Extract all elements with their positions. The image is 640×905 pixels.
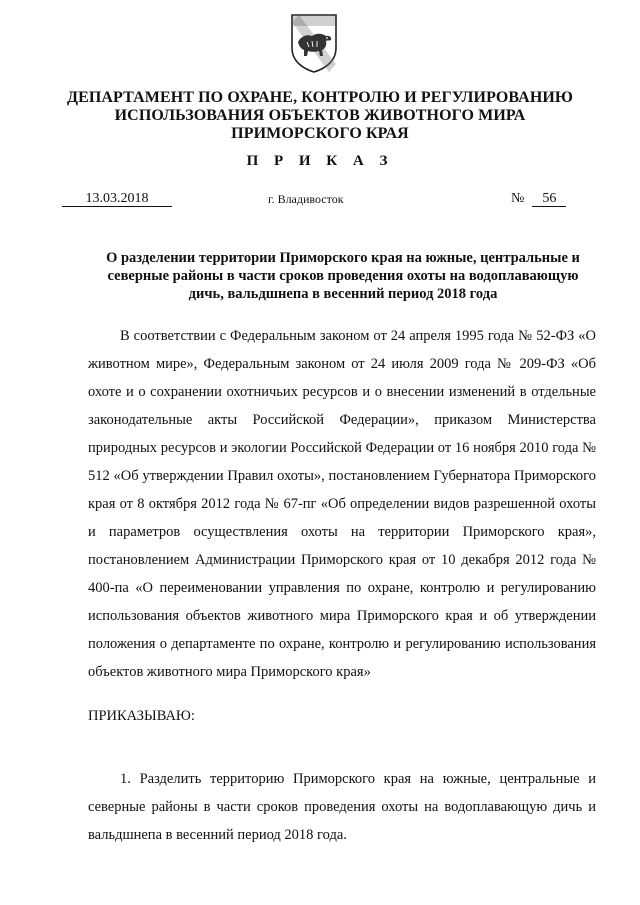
- document-type-heading: П Р И К А З: [246, 153, 394, 169]
- number-value: 56: [532, 191, 566, 207]
- document-meta-row: [0, 191, 640, 209]
- number-sign: №: [511, 191, 525, 206]
- title-line-3: дичь, вальдшнепа в весенний период 2018 года: [188, 286, 498, 302]
- title-line-2: северные районы в части сроков проведения охоты на водоплавающую: [107, 268, 579, 284]
- coat-of-arms-icon: [289, 12, 339, 74]
- header-line-3: ПРИМОРСКОГО КРАЯ: [231, 125, 409, 142]
- header-line-2: ИСПОЛЬЗОВАНИЯ ОБЪЕКТОВ ЖИВОТНОГО МИРА: [114, 107, 526, 124]
- preamble-paragraph: В соответствии с Федеральным законом от 24 апреля 1995 года № 52-ФЗ «О животном мире», Федеральным законом от 24 июля 2009 года № 209-ФЗ «Об охоте и о сохранении охотничьих ресурсов и о внесении изменений в отдельные законодательные акты Российской Федерации», приказом Министерства природных ресурсов и экологии Российской Федерации от 16 ноября 2010 года № 512 «Об утверждении Правил охоты», постановлением Губернатора Приморского края от 8 октября 2012 года № 67-пг «Об определении видов разрешенной охоты и параметров осуществления охоты на территории Приморского края», постановлением Администрации Приморского края от 10 декабря 2012 года № 400-па «О переименовании управления по охране, контролю и регулированию использования объектов животного мира Приморского края и об утверждении положения о департаменте по охране, контролю и регулированию использования объектов животного мира Приморского края»: [88, 328, 596, 680]
- document-city: г. Владивосток: [268, 192, 344, 206]
- document-number: [511, 191, 566, 207]
- header-line-1: ДЕПАРТАМЕНТ ПО ОХРАНЕ, КОНТРОЛЮ И РЕГУЛИРОВАНИЮ: [66, 89, 574, 106]
- document-date: 13.03.2018: [62, 191, 172, 207]
- department-header: [40, 89, 600, 143]
- document-title: [88, 249, 598, 303]
- title-line-1: О разделении территории Приморского края на южные, центральные и: [106, 250, 580, 266]
- order-point-1: 1. Разделить территорию Приморского края на южные, центральные и северные районы в части сроков проведения охоты на водоплавающую дичь и вальдшнепа в весенний период 2018 года.: [88, 771, 596, 843]
- order-word: ПРИКАЗЫВАЮ:: [88, 708, 195, 724]
